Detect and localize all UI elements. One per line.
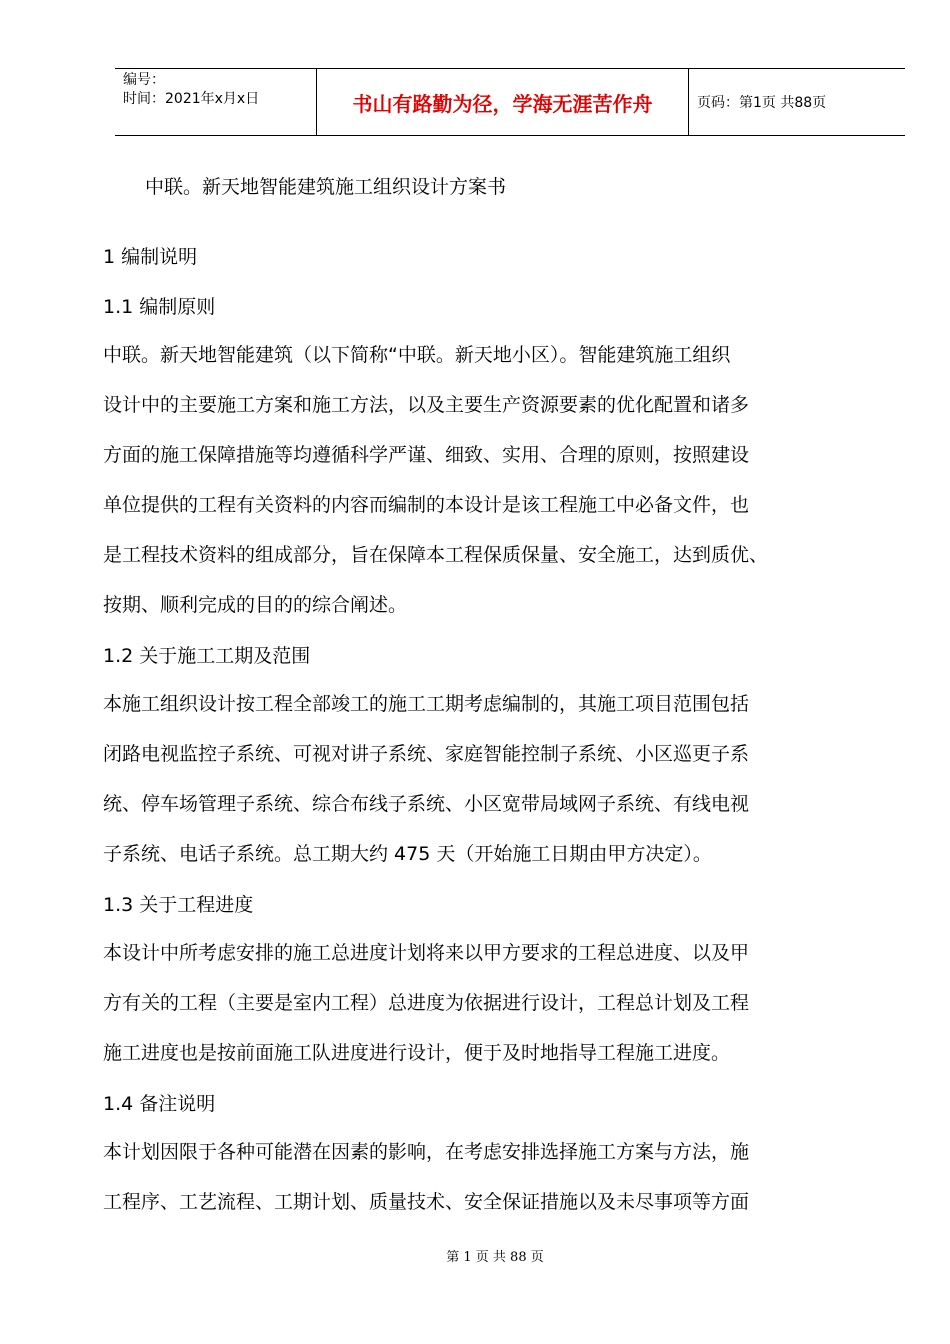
- section-heading-1: 1 编制说明: [103, 246, 198, 268]
- paragraph-1-4: [103, 1127, 883, 1227]
- paragraph-line: 工程序、工艺流程、工期计划、质量技术、安全保证措施以及未尽事项等方面: [103, 1191, 750, 1213]
- paragraph-line: 本施工组织设计按工程全部竣工的施工工期考虑编制的，其施工项目范围包括: [103, 693, 750, 715]
- document-title: 中联。新天地智能建筑施工组织设计方案书: [145, 176, 507, 198]
- paragraph-line: 子系统、电话子系统。总工期大约 475 天（开始施工日期由甲方决定）。: [103, 843, 712, 865]
- page-header: [115, 68, 905, 136]
- section-heading-1-1: 1.1 编制原则: [103, 296, 216, 318]
- paragraph-1-1: [103, 330, 883, 630]
- document-number: 编号：: [123, 72, 165, 88]
- paragraph-line: 方有关的工程（主要是室内工程）总进度为依据进行设计，工程总计划及工程: [103, 992, 750, 1014]
- paragraph-line: 中联。新天地智能建筑（以下简称“中联。新天地小区）。智能建筑施工组织: [103, 344, 731, 366]
- paragraph-line: 是工程技术资料的组成部分，旨在保障本工程保质保量、安全施工，达到质优、: [103, 544, 769, 566]
- paragraph-1-2: [103, 679, 883, 879]
- paragraph-line: 方面的施工保障措施等均遵循科学严谨、细致、实用、合理的原则，按照建设: [103, 444, 750, 466]
- paragraph-line: 统、停车场管理子系统、综合布线子系统、小区宽带局域网子系统、有线电视: [103, 793, 750, 815]
- paragraph-line: 本计划因限于各种可能潜在因素的影响，在考虑安排选择施工方案与方法，施: [103, 1141, 750, 1163]
- section-heading-1-3: 1.3 关于工程进度: [103, 894, 254, 916]
- paragraph-1-3: [103, 928, 883, 1078]
- header-page-number: 页码：第1页 共88页: [697, 95, 827, 111]
- paragraph-line: 施工进度也是按前面施工队进度进行设计，便于及时地指导工程施工进度。: [103, 1042, 731, 1064]
- paragraph-line: 闭路电视监控子系统、可视对讲子系统、家庭智能控制子系统、小区巡更子系: [103, 743, 750, 765]
- header-motto: 书山有路勤为径，学海无涯苦作舟: [316, 69, 689, 135]
- paragraph-line: 按期、顺利完成的目的的综合阐述。: [103, 594, 408, 616]
- section-heading-1-2: 1.2 关于施工工期及范围: [103, 645, 311, 667]
- document-time: 时间：2021年x月x日: [123, 91, 260, 107]
- paragraph-line: 本设计中所考虑安排的施工总进度计划将来以甲方要求的工程总进度、以及甲: [103, 942, 750, 964]
- header-meta: [115, 69, 316, 135]
- page-footer: 第 1 页 共 88 页: [446, 1250, 544, 1265]
- paragraph-line: 单位提供的工程有关资料的内容而编制的本设计是该工程施工中必备文件，也: [103, 494, 750, 516]
- paragraph-line: 设计中的主要施工方案和施工方法，以及主要生产资源要素的优化配置和诸多: [103, 394, 750, 416]
- section-heading-1-4: 1.4 备注说明: [103, 1093, 216, 1115]
